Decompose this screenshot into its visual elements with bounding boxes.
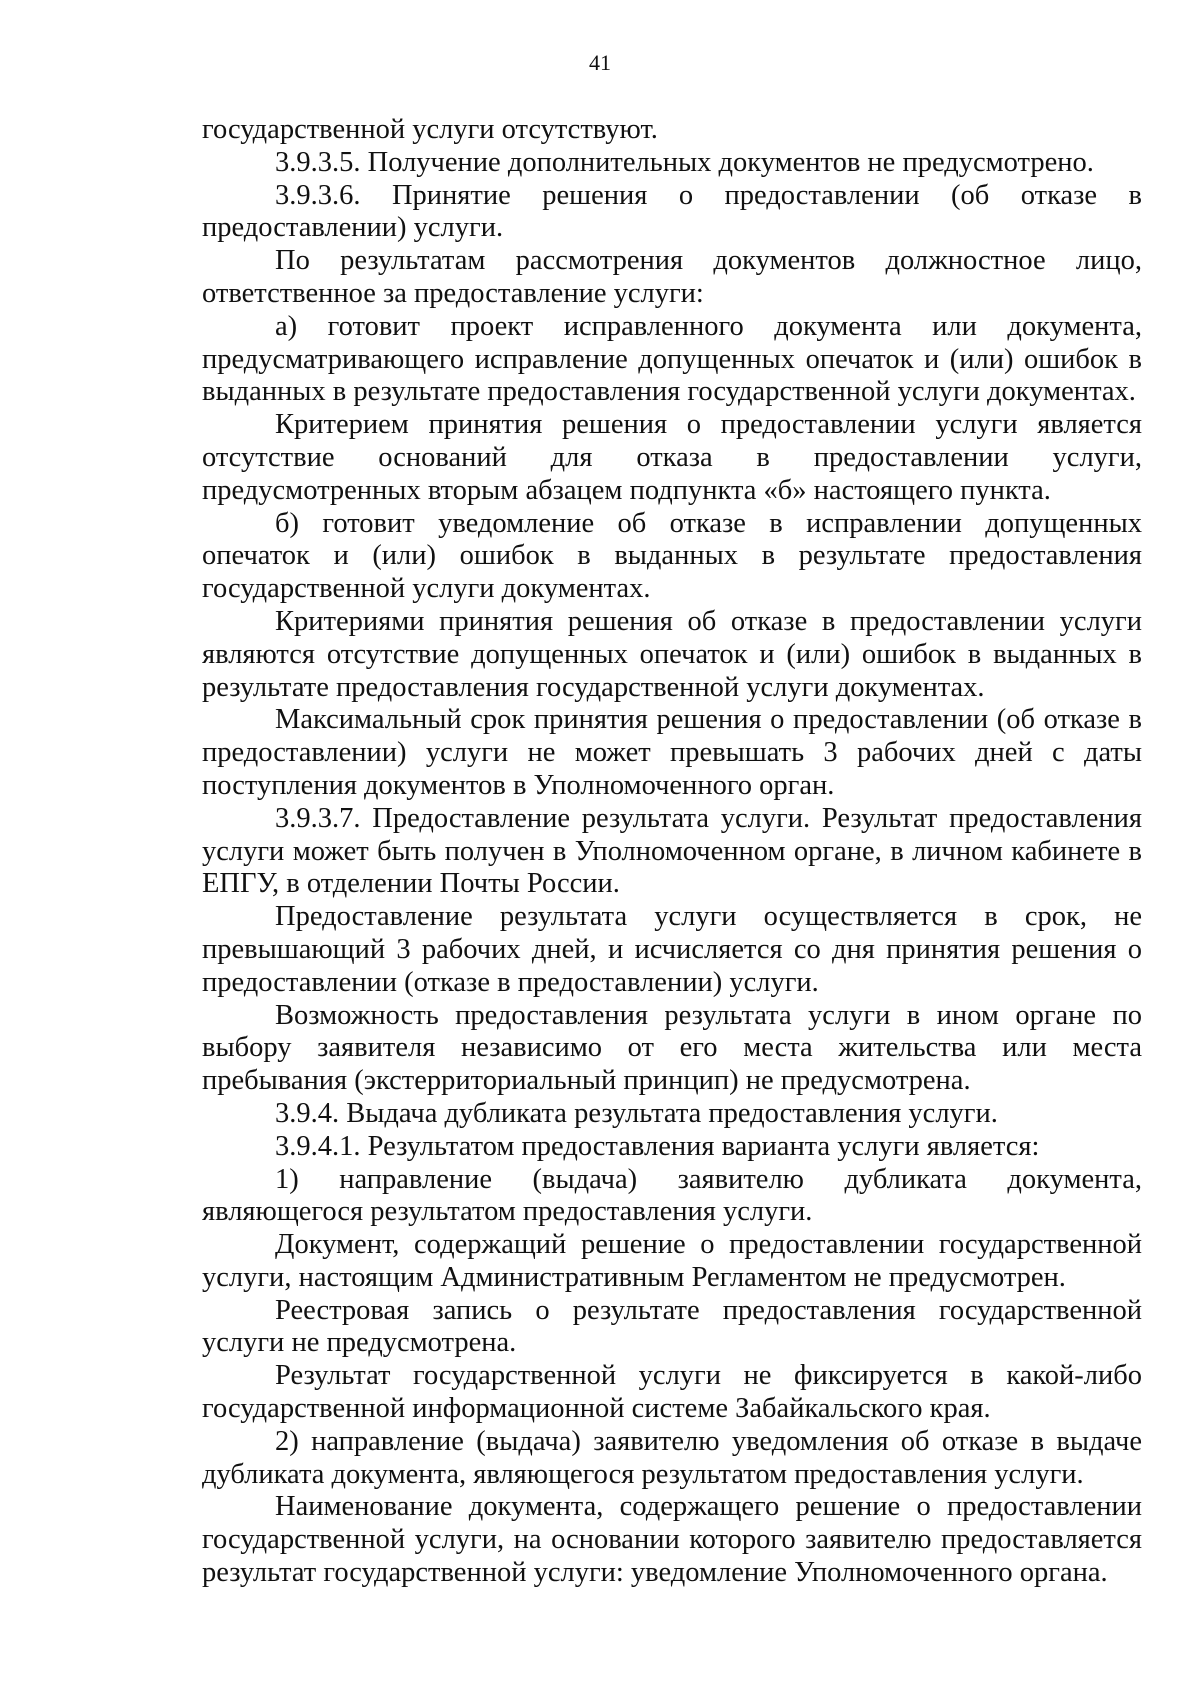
page-number: 41 bbox=[589, 50, 611, 75]
document-body bbox=[202, 114, 1142, 1590]
paragraph: Предоставление результата услуги осуществляется в срок, не превышающий 3 рабочих дней, и исчисляется со дня принятия решения о предоставлении (отказе в предоставлении) услуги. bbox=[202, 901, 1142, 998]
paragraph: Реестровая запись о результате предоставления государственной услуги не предусмотрена. bbox=[202, 1294, 1142, 1359]
paragraph: Максимальный срок принятия решения о предоставлении (об отказе в предоставлении) услуги не может превышать 3 рабочих дней с даты поступления документов в Уполномоченного орган. bbox=[202, 704, 1142, 801]
paragraph: а) готовит проект исправленного документа или документа, предусматривающего исправление допущенных опечаток и (или) ошибок в выданных в результате предоставления государственной услуги документах. bbox=[202, 310, 1142, 408]
paragraph: 3.9.4.1. Результатом предоставления варианта услуги является: bbox=[275, 1130, 1040, 1162]
paragraph: государственной услуги отсутствуют. bbox=[202, 114, 658, 145]
paragraph: 3.9.3.7. Предоставление результата услуги. Результат предоставления услуги может быть получен в Уполномоченном органе, в личном кабинете в ЕПГУ, в отделении Почты России. bbox=[202, 802, 1142, 900]
paragraph: б) готовит уведомление об отказе в исправлении допущенных опечаток и (или) ошибок в выданных в результате предоставления государственной услуги документах. bbox=[202, 507, 1142, 605]
paragraph: 3.9.3.5. Получение дополнительных документов не предусмотрено. bbox=[275, 146, 1094, 178]
paragraph: 3.9.3.6. Принятие решения о предоставлении (об отказе в предоставлении) услуги. bbox=[202, 179, 1142, 244]
paragraph: По результатам рассмотрения документов должностное лицо, ответственное за предоставление услуги: bbox=[202, 245, 1142, 309]
paragraph: 2) направление (выдача) заявителю уведомления об отказе в выдаче дубликата документа, являющегося результатом предоставления услуги. bbox=[202, 1425, 1142, 1490]
paragraph: Результат государственной услуги не фиксируется в какой-либо государственной информационной системе Забайкальского края. bbox=[202, 1360, 1142, 1425]
paragraph: 1) направление (выдача) заявителю дубликата документа, являющегося результатом предоставления услуги. bbox=[202, 1163, 1142, 1228]
paragraph: 3.9.4. Выдача дубликата результата предоставления услуги. bbox=[275, 1097, 998, 1129]
paragraph: Наименование документа, содержащего решение о предоставлении государственной услуги, на основании которого заявителю предоставляется результат государственной услуги: уведомление Уполномоченного органа. bbox=[202, 1491, 1142, 1589]
paragraph: Критерием принятия решения о предоставлении услуги является отсутствие оснований для отказа в предоставлении услуги, предусмотренных вторым абзацем подпункта «б» настоящего пункта. bbox=[202, 409, 1142, 506]
paragraph: Документ, содержащий решение о предоставлении государственной услуги, настоящим Административным Регламентом не предусмотрен. bbox=[202, 1229, 1142, 1293]
paragraph: Возможность предоставления результата услуги в ином органе по выбору заявителя независимо от его места жительства или места пребывания (экстерриториальный принцип) не предусмотрена. bbox=[202, 999, 1142, 1097]
paragraph: Критериями принятия решения об отказе в предоставлении услуги являются отсутствие допущенных опечаток и (или) ошибок в выданных в результате предоставления государственной услуги документах. bbox=[202, 605, 1142, 703]
